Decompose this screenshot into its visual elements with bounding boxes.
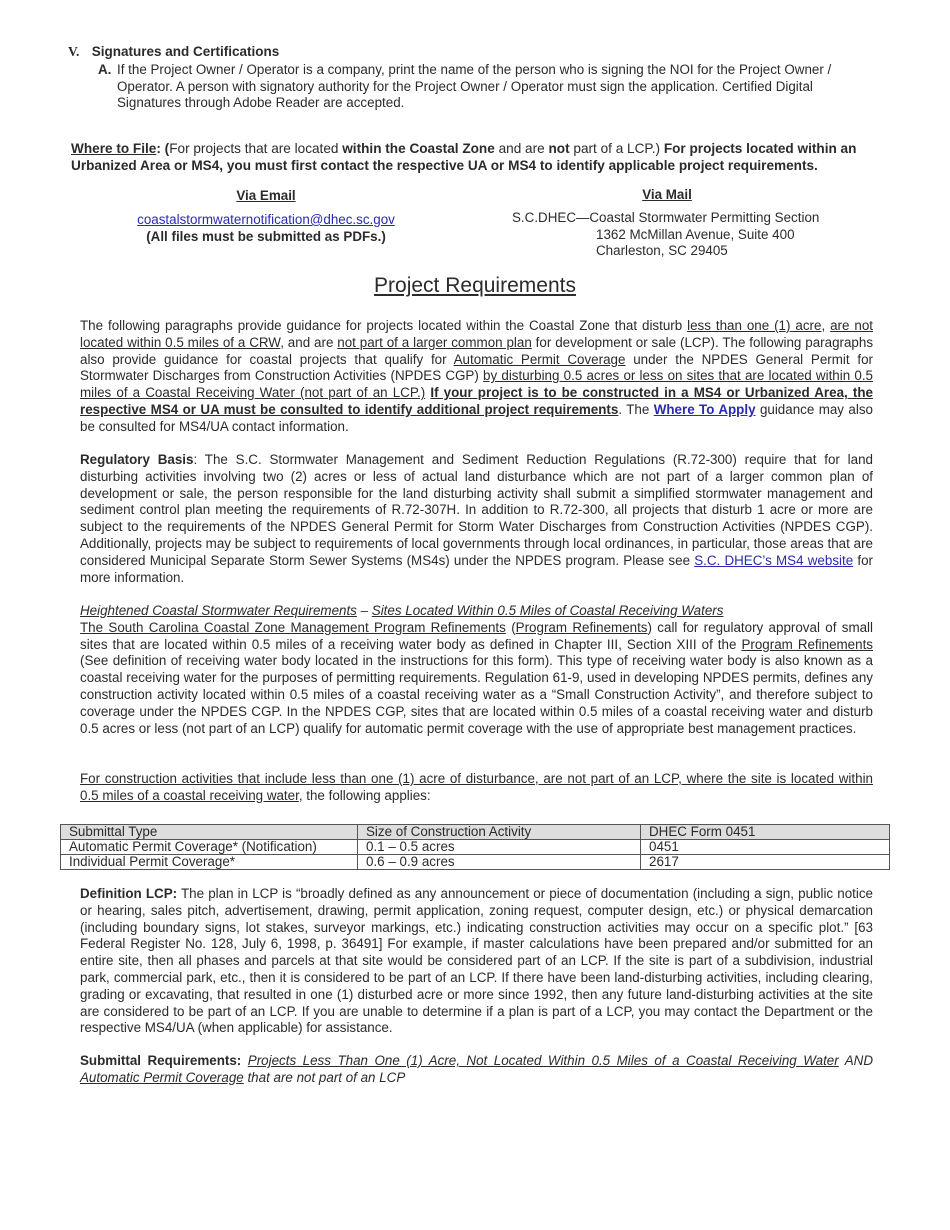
definition-label: Definition LCP: xyxy=(80,886,178,901)
text-run: part of a LCP.) xyxy=(569,141,664,156)
submittal-requirements-label: Submittal Requirements: xyxy=(80,1053,242,1068)
item-text: If the Project Owner / Operator is a company, print the name of the person who is signing the NOI for the Project Owner / Operator. A person with signatory authority for the Project Owner / Operator must sign the application. Certified Digital Signatures through Adobe Reader are accepted. xyxy=(117,62,832,111)
page-title: Project Requirements xyxy=(374,274,576,297)
text-run: : ( xyxy=(156,141,170,156)
email-link[interactable]: coastalstormwaternotification@dhec.sc.gov xyxy=(137,212,395,227)
table-header-row xyxy=(61,825,890,840)
applicability-paragraph xyxy=(80,771,873,805)
text-run: : The S.C. Stormwater Management and Sediment Reduction Regulations (R.72-300) require that for land disturbing activities involving two (2) acres or less of actual land disturbance which are not part of a larger common plan of development or sale, the person responsible for the land disturbing activity shall submit a simplified stormwater management and sediment control plan meeting the requirements of R.72-307H. In addition to R.72-300, all projects that disturb 1 acre or more are subject to the requirements of the NPDES General Permit for Storm Water Discharges from Construction Activities (NPDES CGP). Additionally, projects may be subject to requirements of local governments through local ordinances, in particular, those areas that are considered Municipal Separate Storm Sewer Systems (MS4s) under the NPDES program. Please see xyxy=(80,452,873,568)
table-cell: Individual Permit Coverage* xyxy=(61,855,358,870)
text-run: Projects Less Than One (1) Acre, Not Located Within 0.5 Miles of a Coastal Receiving Water xyxy=(247,1053,839,1068)
text-run: guidance may also be consulted for MS4/UA contact information. xyxy=(80,401,873,434)
text-run: within the Coastal Zone xyxy=(342,141,495,156)
submittal-table xyxy=(60,824,890,870)
ms4-website-link[interactable]: S.C. DHEC’s MS4 website xyxy=(694,552,854,568)
intro-paragraph xyxy=(80,318,873,436)
text-run: that are not part of an LCP xyxy=(243,1069,406,1085)
text-run: Automatic Permit Coverage xyxy=(80,1069,244,1085)
heightened-heading xyxy=(80,603,873,620)
column-header: Size of Construction Activity xyxy=(358,825,641,840)
text-run: – xyxy=(356,603,372,618)
section-v-item-a xyxy=(98,62,868,112)
text-run: , xyxy=(821,318,831,333)
text-run: by disturbing 0.5 acres or less on sites that are located within 0.5 miles of a Coastal Receiving Water (not part of an LCP.) xyxy=(80,368,873,401)
text-run: Program Refinements xyxy=(515,619,648,635)
text-run: , the following applies: xyxy=(298,787,431,803)
mail-address-line2: 1362 McMillan Avenue, Suite 400 xyxy=(596,226,795,242)
column-header: DHEC Form 0451 xyxy=(641,825,890,840)
text-run: The following paragraphs provide guidance for projects located within the Coastal Zone that disturb xyxy=(80,318,688,333)
text-run: ( xyxy=(505,619,516,635)
text-run: not xyxy=(548,141,570,156)
where-to-file-label: Where to File xyxy=(71,141,157,156)
text-run: Program Refinements xyxy=(741,636,873,652)
text-run: for development or sale (LCP). The following paragraphs also provide guidance for coastal projects that qualify for xyxy=(80,334,874,367)
item-letter: A. xyxy=(98,62,112,77)
via-mail-block xyxy=(512,187,842,260)
text-run: not part of a larger common plan xyxy=(337,334,532,350)
where-to-file-paragraph xyxy=(71,141,886,174)
pdf-note: (All files must be submitted as PDFs.) xyxy=(146,229,386,244)
where-to-apply-link[interactable]: Where To Apply xyxy=(653,401,756,417)
text-run: ) call for regulatory approval of small sites that are located within 0.5 miles of a receiving water body as defined in Chapter III, Section XIII of the xyxy=(80,619,873,652)
table-cell: 2617 xyxy=(641,855,890,870)
table-cell: 0.1 – 0.5 acres xyxy=(358,840,641,855)
via-email-heading: Via Email xyxy=(236,188,296,203)
table-row xyxy=(61,840,890,855)
column-header: Submittal Type xyxy=(61,825,358,840)
text-run: If your project is to be constructed in a MS4 or Urbanized Area, the respective MS4 or UA must be consulted to identify additional project requirements xyxy=(80,385,873,417)
regulatory-basis-paragraph xyxy=(80,452,873,586)
text-run: are not located within 0.5 miles of a CRW xyxy=(80,318,873,350)
heightened-requirements-paragraph xyxy=(80,603,873,737)
via-email-block xyxy=(130,187,402,245)
section-number: V. xyxy=(68,44,80,59)
table-cell: 0.6 – 0.9 acres xyxy=(358,855,641,870)
text-run: under the NPDES General Permit for Stormwater Discharges from Construction Activities (NPDES CGP) xyxy=(80,351,873,384)
text-run: Sites Located Within 0.5 Miles of Coastal Receiving Waters xyxy=(371,603,724,618)
text-run: Heightened Coastal Stormwater Requirements xyxy=(80,603,357,618)
text-run: The plan in LCP is “broadly defined as any announcement or piece of documentation (including a sign, public notice or hearing, sales pitch, advertisement, drawing, permit application, zoning request, computer design, etc.) or physical demarcation (including boundary signs, lot stakes, surveyor markings, etc.) indicating construction activities may occur on a specific plot.” [63 Federal Register No. 128, July 6, 1998, p. 36491] For example, if master calculations have been prepared and/or submitted for an entire site, then all phases and parcels at that site would be considered part of an LCP. If the site is part of a subdivision, industrial park, commercial park, etc., then it is considered to be part of an LCP. If there have been land-disturbing activities, including clearing, grading or excavating, that resulted in one (1) disturbed acre or more since 1992, then any future land-disturbing activities at the site are considered to be part of an LCP. If you are unable to determine if a plan is part of a LCP, you may contact the Department or the respective MS4/UA (when applicable) for assistance. xyxy=(80,886,873,1036)
text-run: . The xyxy=(618,401,654,417)
table-row xyxy=(61,855,890,870)
definition-lcp-paragraph xyxy=(80,886,873,1037)
text-run: The South Carolina Coastal Zone Management Program Refinements xyxy=(80,619,506,635)
section-title: Signatures and Certifications xyxy=(91,44,280,59)
text-run: Automatic Permit Coverage xyxy=(453,351,626,367)
text-run: For projects located within an Urbanized Area or MS4, you must first contact the respective UA or MS4 to identify applicable project requirements. xyxy=(71,141,857,173)
section-v-heading xyxy=(68,44,279,60)
text-run: AND xyxy=(838,1053,873,1068)
via-mail-heading: Via Mail xyxy=(642,187,692,202)
text-run: less than one (1) acre xyxy=(687,318,822,333)
text-run: and are xyxy=(494,141,549,156)
table-cell: Automatic Permit Coverage* (Notification) xyxy=(61,840,358,855)
text-run: for more information. xyxy=(80,552,873,585)
text-run: (See definition of receiving water body located in the instructions for this form). This type of receiving water body is also known as a coastal receiving water for the purposes of permitting requirements. Regulation 61-9, used in developing NPDES permits, defines any construction activity located within 0.5 miles of a coastal receiving water as a “Small Construction Activity”, and therefore subject to coverage under the NPDES CGP. In the NPDES CGP, sites that are located within 0.5 miles of a coastal receiving water and disturb 0.5 acres or less (not part of an LCP) qualify for automatic permit coverage with the use of appropriate best management practices. xyxy=(80,653,873,736)
text-run: For construction activities that include less than one (1) acre of disturbance, are not part of an LCP, where the site is located within 0.5 miles of a coastal receiving water xyxy=(80,771,873,803)
text-run: , and are xyxy=(280,334,338,350)
mail-address-line1: S.C.DHEC—Coastal Stormwater Permitting Section xyxy=(512,210,820,226)
mail-address-line3: Charleston, SC 29405 xyxy=(596,243,728,259)
submittal-requirements-paragraph xyxy=(80,1053,873,1087)
text-run: For projects that are located xyxy=(169,141,343,156)
table-cell: 0451 xyxy=(641,840,890,855)
regulatory-basis-label: Regulatory Basis xyxy=(80,452,194,467)
